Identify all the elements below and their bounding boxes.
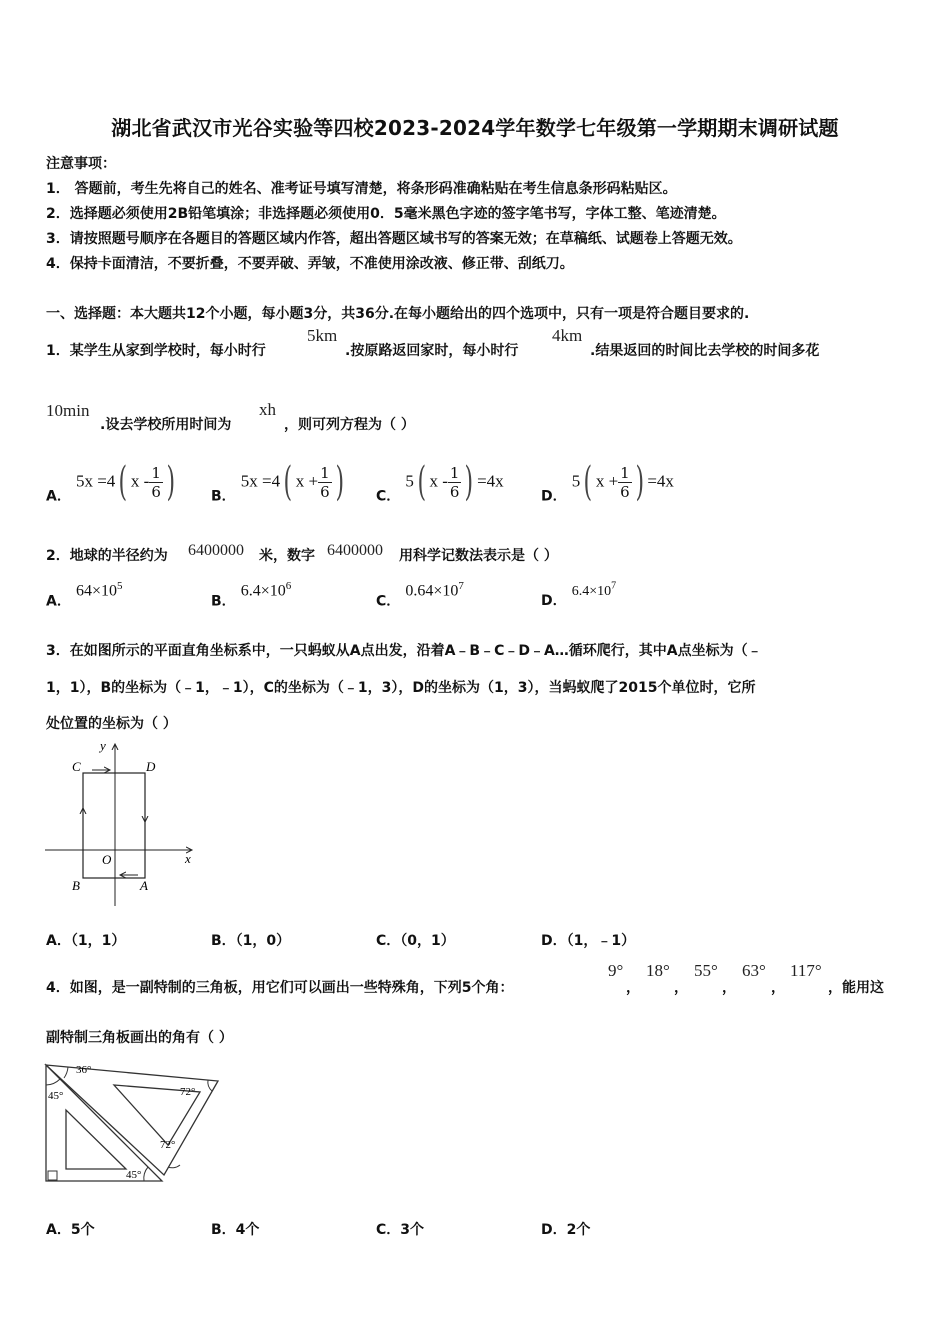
option-rhs: =4x	[477, 471, 504, 491]
option-lhs: 5x =4	[240, 471, 281, 491]
q3-option-a[interactable]	[46, 930, 125, 950]
q3-line-3: 处位置的坐标为（ ）	[46, 716, 177, 732]
note-item-4: 4．保持卡面清洁，不要折叠，不要弄破、弄皱，不准使用涂改液、修正带、刮纸刀。	[46, 256, 574, 272]
option-denominator: 6	[620, 482, 630, 501]
option-lhs: 5	[571, 471, 581, 491]
section-heading: 一、选择题：本大题共12个小题，每小题3分，共36分.在每小题给出的四个选项中，只有一项是符合题目要求的.	[46, 306, 750, 322]
notes-heading: 注意事项：	[46, 156, 116, 172]
arc-72-right	[208, 1080, 212, 1091]
point-b-label: B	[72, 878, 80, 893]
q2-option-d[interactable]	[541, 580, 616, 610]
label-45-top: 45°	[48, 1090, 64, 1102]
q1-speed-go: 5km	[307, 326, 338, 345]
point-d-label: D	[146, 759, 156, 774]
q2-text-a: 2．地球的半径约为	[46, 548, 168, 564]
option-text: （1，﹣1）	[566, 933, 636, 949]
q3-option-b[interactable]	[211, 930, 290, 950]
q1-text-a: 1．某学生从家到学校时，每小时行	[46, 343, 266, 359]
q4-angle-3: 55°	[694, 961, 718, 980]
note-item-3: 3．请按照题号顺序在各题目的答题区域内作答，超出答题区域书写的答案无效；在草稿纸、试题卷上答题无效。	[46, 231, 742, 247]
option-base: 6.4×10	[240, 582, 286, 600]
q1-text-b: .按原路返回家时，每小时行	[345, 343, 519, 359]
option-numerator: 1	[151, 463, 161, 482]
option-label: B．	[211, 1222, 236, 1238]
option-exponent: 6	[285, 580, 292, 592]
option-label: A．	[46, 933, 71, 949]
q4-option-d[interactable]	[541, 1219, 590, 1239]
option-text: 5个	[70, 1222, 95, 1238]
option-label: A．	[46, 1222, 71, 1238]
q4-option-b[interactable]	[211, 1219, 259, 1239]
option-inner: x +	[295, 471, 319, 491]
q2-option-b[interactable]	[211, 580, 291, 610]
q4-separator-2: ，	[674, 980, 688, 996]
label-36: 36°	[76, 1064, 92, 1076]
q2-text-b: 米，数字	[259, 548, 315, 564]
option-exponent: 7	[458, 580, 464, 592]
note-item-1: 1． 答题前，考生先将自己的姓名、准考证号填写清楚，将条形码准确粘贴在考生信息条形码粘贴区。	[46, 181, 677, 197]
arc-45-top	[46, 1079, 60, 1085]
q2-option-c[interactable]	[376, 580, 464, 610]
right-angle-mark	[48, 1171, 57, 1180]
q3-option-d[interactable]	[541, 930, 635, 950]
origin-label: O	[102, 852, 112, 867]
option-label: A．	[46, 593, 71, 610]
q1-option-a[interactable]: A． 5x =4( x - $\frac{1}{6}$ )	[46, 459, 175, 505]
q1-option-c[interactable]: C． 5( x - $\frac{1}{6}$ ) =4x	[376, 459, 504, 505]
q1-option-d[interactable]: D． 5( x + $\frac{1}{6}$ ) =4x	[541, 459, 674, 505]
option-label: B．	[211, 488, 236, 505]
q4-line-2: 副特制三角板画出的角有（ ）	[46, 1030, 233, 1046]
option-label: D．	[541, 488, 567, 505]
q4-angle-2: 18°	[646, 961, 670, 980]
q4-angle-5: 117°	[790, 961, 822, 980]
q2-option-a[interactable]	[46, 580, 122, 610]
set-square-45-inner	[66, 1110, 126, 1169]
option-inner: x -	[130, 471, 150, 491]
option-lhs: 5x =4	[75, 471, 116, 491]
arc-36	[64, 1067, 68, 1078]
q4-option-a[interactable]	[46, 1219, 95, 1239]
label-72-bottom: 72°	[160, 1139, 176, 1151]
option-label: C．	[376, 1222, 401, 1238]
point-c-label: C	[72, 759, 81, 774]
x-axis-label: x	[185, 851, 191, 866]
q3-line-2: 1，1），B的坐标为（﹣1，﹣1），C的坐标为（﹣1，3），D的坐标为（1，3），当蚂蚁爬了2015个单位时，它所	[46, 680, 756, 696]
q1-speed-back: 4km	[552, 326, 583, 345]
q4-separator-3: ，	[722, 980, 736, 996]
q4-angle-4: 63°	[742, 961, 766, 980]
option-text: 4个	[235, 1222, 260, 1238]
option-exponent: 7	[611, 580, 617, 592]
option-text: （1，1）	[70, 933, 126, 949]
option-numerator: 1	[320, 463, 330, 482]
option-text: 3个	[400, 1222, 425, 1238]
arc-45-bottom	[144, 1167, 148, 1181]
option-label: B．	[211, 593, 236, 610]
note-item-2: 2．选择题必须使用2B铅笔填涂；非选择题必须使用0．5毫米黑色字迹的签字笔书写，字体工整、笔迹清楚。	[46, 206, 726, 222]
option-base: 64×10	[75, 582, 117, 600]
option-lhs: 5	[405, 471, 414, 491]
q2-number-1: 6400000	[188, 542, 244, 559]
option-label: D．	[541, 593, 567, 609]
option-denominator: 6	[151, 482, 161, 501]
option-text: 2个	[566, 1222, 591, 1238]
label-72-right: 72°	[180, 1086, 196, 1098]
q1-extra-time: 10min	[46, 401, 90, 420]
q4-triangle-figure	[40, 1055, 225, 1187]
q1-option-b[interactable]: B． 5x =4( x + $\frac{1}{6}$ )	[211, 459, 344, 505]
option-label: B．	[211, 933, 236, 949]
set-square-45	[46, 1065, 162, 1181]
option-rhs: =4x	[647, 471, 674, 491]
option-label: D．	[541, 1222, 567, 1238]
q4-separator-4: ，	[771, 980, 785, 996]
q1-text-e: ，则可列方程为（ ）	[284, 417, 415, 433]
path-rectangle	[83, 773, 145, 878]
option-numerator: 1	[620, 463, 630, 482]
option-base: 0.64×10	[405, 582, 459, 600]
page-title: 湖北省武汉市光谷实验等四校2023-2024学年数学七年级第一学期期末调研试题	[111, 116, 839, 140]
q2-number-2: 6400000	[327, 542, 383, 559]
option-label: C．	[376, 593, 401, 610]
option-label: A．	[46, 488, 71, 505]
option-numerator: 1	[449, 463, 460, 482]
option-label: C．	[376, 933, 401, 949]
option-label: C．	[376, 488, 401, 505]
point-a-label: A	[140, 878, 148, 893]
option-exponent: 5	[116, 580, 123, 592]
q4-separator-1: ，	[626, 980, 640, 996]
option-inner: x -	[429, 471, 448, 491]
q1-variable: xh	[259, 400, 276, 419]
option-text: （1，0）	[235, 933, 291, 949]
option-text: （0，1）	[400, 933, 455, 949]
label-45-bottom: 45°	[126, 1169, 142, 1181]
q4-text-a: 4．如图，是一副特制的三角板，用它们可以画出一些特殊角，下列5个角：	[46, 980, 514, 996]
q3-line-1: 3．在如图所示的平面直角坐标系中，一只蚂蚁从A点出发，沿着A﹣B﹣C﹣D﹣A…循环爬行，其中A点坐标为（﹣	[46, 643, 762, 659]
q4-text-b: ，能用这	[828, 980, 884, 996]
q3-coordinate-figure	[40, 738, 200, 910]
option-denominator: 6	[320, 482, 330, 501]
option-inner: x +	[595, 471, 619, 491]
q1-text-c: .结果返回的时间比去学校的时间多花	[590, 343, 820, 359]
option-base: 6.4×10	[571, 584, 612, 599]
option-label: D．	[541, 933, 567, 949]
q3-option-c[interactable]	[376, 930, 455, 950]
q2-text-c: 用科学记数法表示是（ ）	[399, 548, 558, 564]
q4-option-c[interactable]	[376, 1219, 424, 1239]
q4-angle-1: 9°	[608, 961, 624, 980]
y-axis-label: y	[100, 738, 106, 753]
q1-text-d: .设去学校所用时间为	[100, 417, 232, 433]
option-denominator: 6	[449, 482, 460, 501]
set-square-special	[46, 1065, 218, 1175]
